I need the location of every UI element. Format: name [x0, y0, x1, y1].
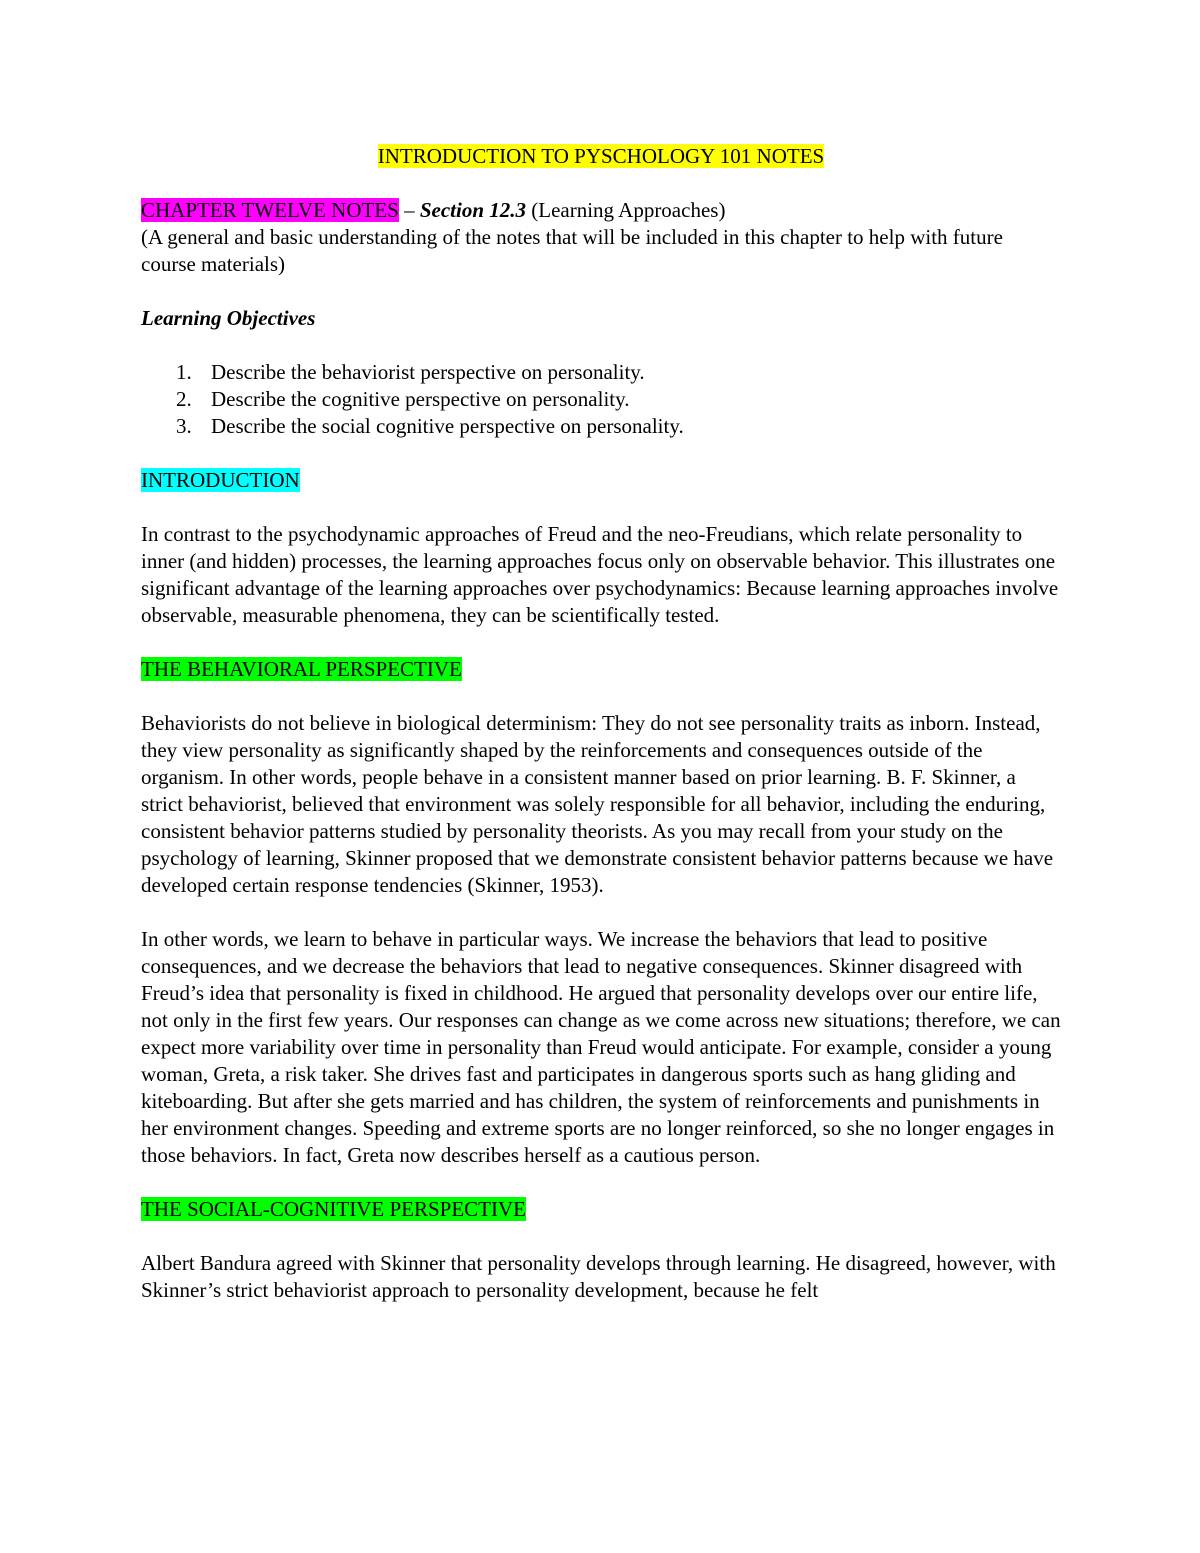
behavioral-heading-line	[141, 656, 1061, 683]
introduction-paragraph: In contrast to the psychodynamic approaches of Freud and the neo-Freudians, which relate personality to inner (and hidden) processes, the learning approaches focus only on observable behavior. This illustrates one significant advantage of the learning approaches over psychodynamics: Because learning approaches involve observable, measurable phenomena, they can be scientifically tested.	[141, 522, 1059, 627]
objective-number: 1.	[176, 360, 192, 384]
section-name: (Learning Approaches)	[526, 198, 726, 222]
objective-text: Describe the cognitive perspective on personality.	[211, 387, 630, 411]
behavioral-paragraph-1: Behaviorists do not believe in biological determinism: They do not see personality traits as inborn. Instead, they view personality as significantly shaped by the reinforcements and consequences outside of the organism. In other words, people behave in a consistent manner based on prior learning. B. F. Skinner, a strict behaviorist, believed that environment was solely responsible for all behavior, including the enduring, consistent behavior patterns studied by personality theorists. As you may recall from your study on the psychology of learning, Skinner proposed that we demonstrate consistent behavior patterns because we have developed certain response tendencies (Skinner, 1953).	[141, 711, 1054, 897]
behavioral-heading: THE BEHAVIORAL PERSPECTIVE	[141, 657, 462, 681]
section-number: Section 12.3	[419, 198, 527, 222]
introduction-heading: INTRODUCTION	[141, 468, 300, 492]
objective-item	[141, 359, 1061, 386]
document-title: INTRODUCTION TO PYSCHOLOGY 101 NOTES	[377, 144, 825, 168]
chapter-line	[141, 197, 1061, 224]
chapter-label: CHAPTER TWELVE NOTES	[141, 198, 399, 222]
social-cognitive-heading: THE SOCIAL-COGNITIVE PERSPECTIVE	[141, 1197, 526, 1221]
social-cognitive-paragraph: Albert Bandura agreed with Skinner that personality develops through learning. He disagreed, however, with Skinner’s strict behaviorist approach to personality development, because he felt	[141, 1251, 1056, 1302]
objective-text: Describe the social cognitive perspective on personality.	[211, 414, 684, 438]
objectives-heading: Learning Objectives	[141, 306, 316, 330]
social-cognitive-heading-line	[141, 1196, 1061, 1223]
introduction-heading-line	[141, 467, 1061, 494]
objective-item	[141, 386, 1061, 413]
chapter-description: (A general and basic understanding of the notes that will be included in this chapter to help with future course materials)	[141, 225, 1003, 276]
objective-number: 3.	[176, 414, 192, 438]
objective-item	[141, 413, 1061, 440]
document-title-line	[141, 143, 1061, 170]
chapter-dash: –	[398, 198, 420, 222]
objectives-list	[141, 359, 1061, 440]
objective-text: Describe the behaviorist perspective on personality.	[211, 360, 645, 384]
behavioral-paragraph-2: In other words, we learn to behave in particular ways. We increase the behaviors that lead to positive consequences, and we decrease the behaviors that lead to negative consequences. Skinner disagreed with Freud’s idea that personality is fixed in childhood. He argued that personality develops over our entire life, not only in the first few years. Our responses can change as we come across new situations; therefore, we can expect more variability over time in personality than Freud would anticipate. For example, consider a young woman, Greta, a risk taker. She drives fast and participates in dangerous sports such as hang gliding and kiteboarding. But after she gets married and has children, the system of reinforcements and punishments in her environment changes. Speeding and extreme sports are no longer reinforced, so she no longer engages in those behaviors. In fact, Greta now describes herself as a cautious person.	[141, 927, 1061, 1167]
document-body	[141, 143, 1061, 1304]
objective-number: 2.	[176, 387, 192, 411]
